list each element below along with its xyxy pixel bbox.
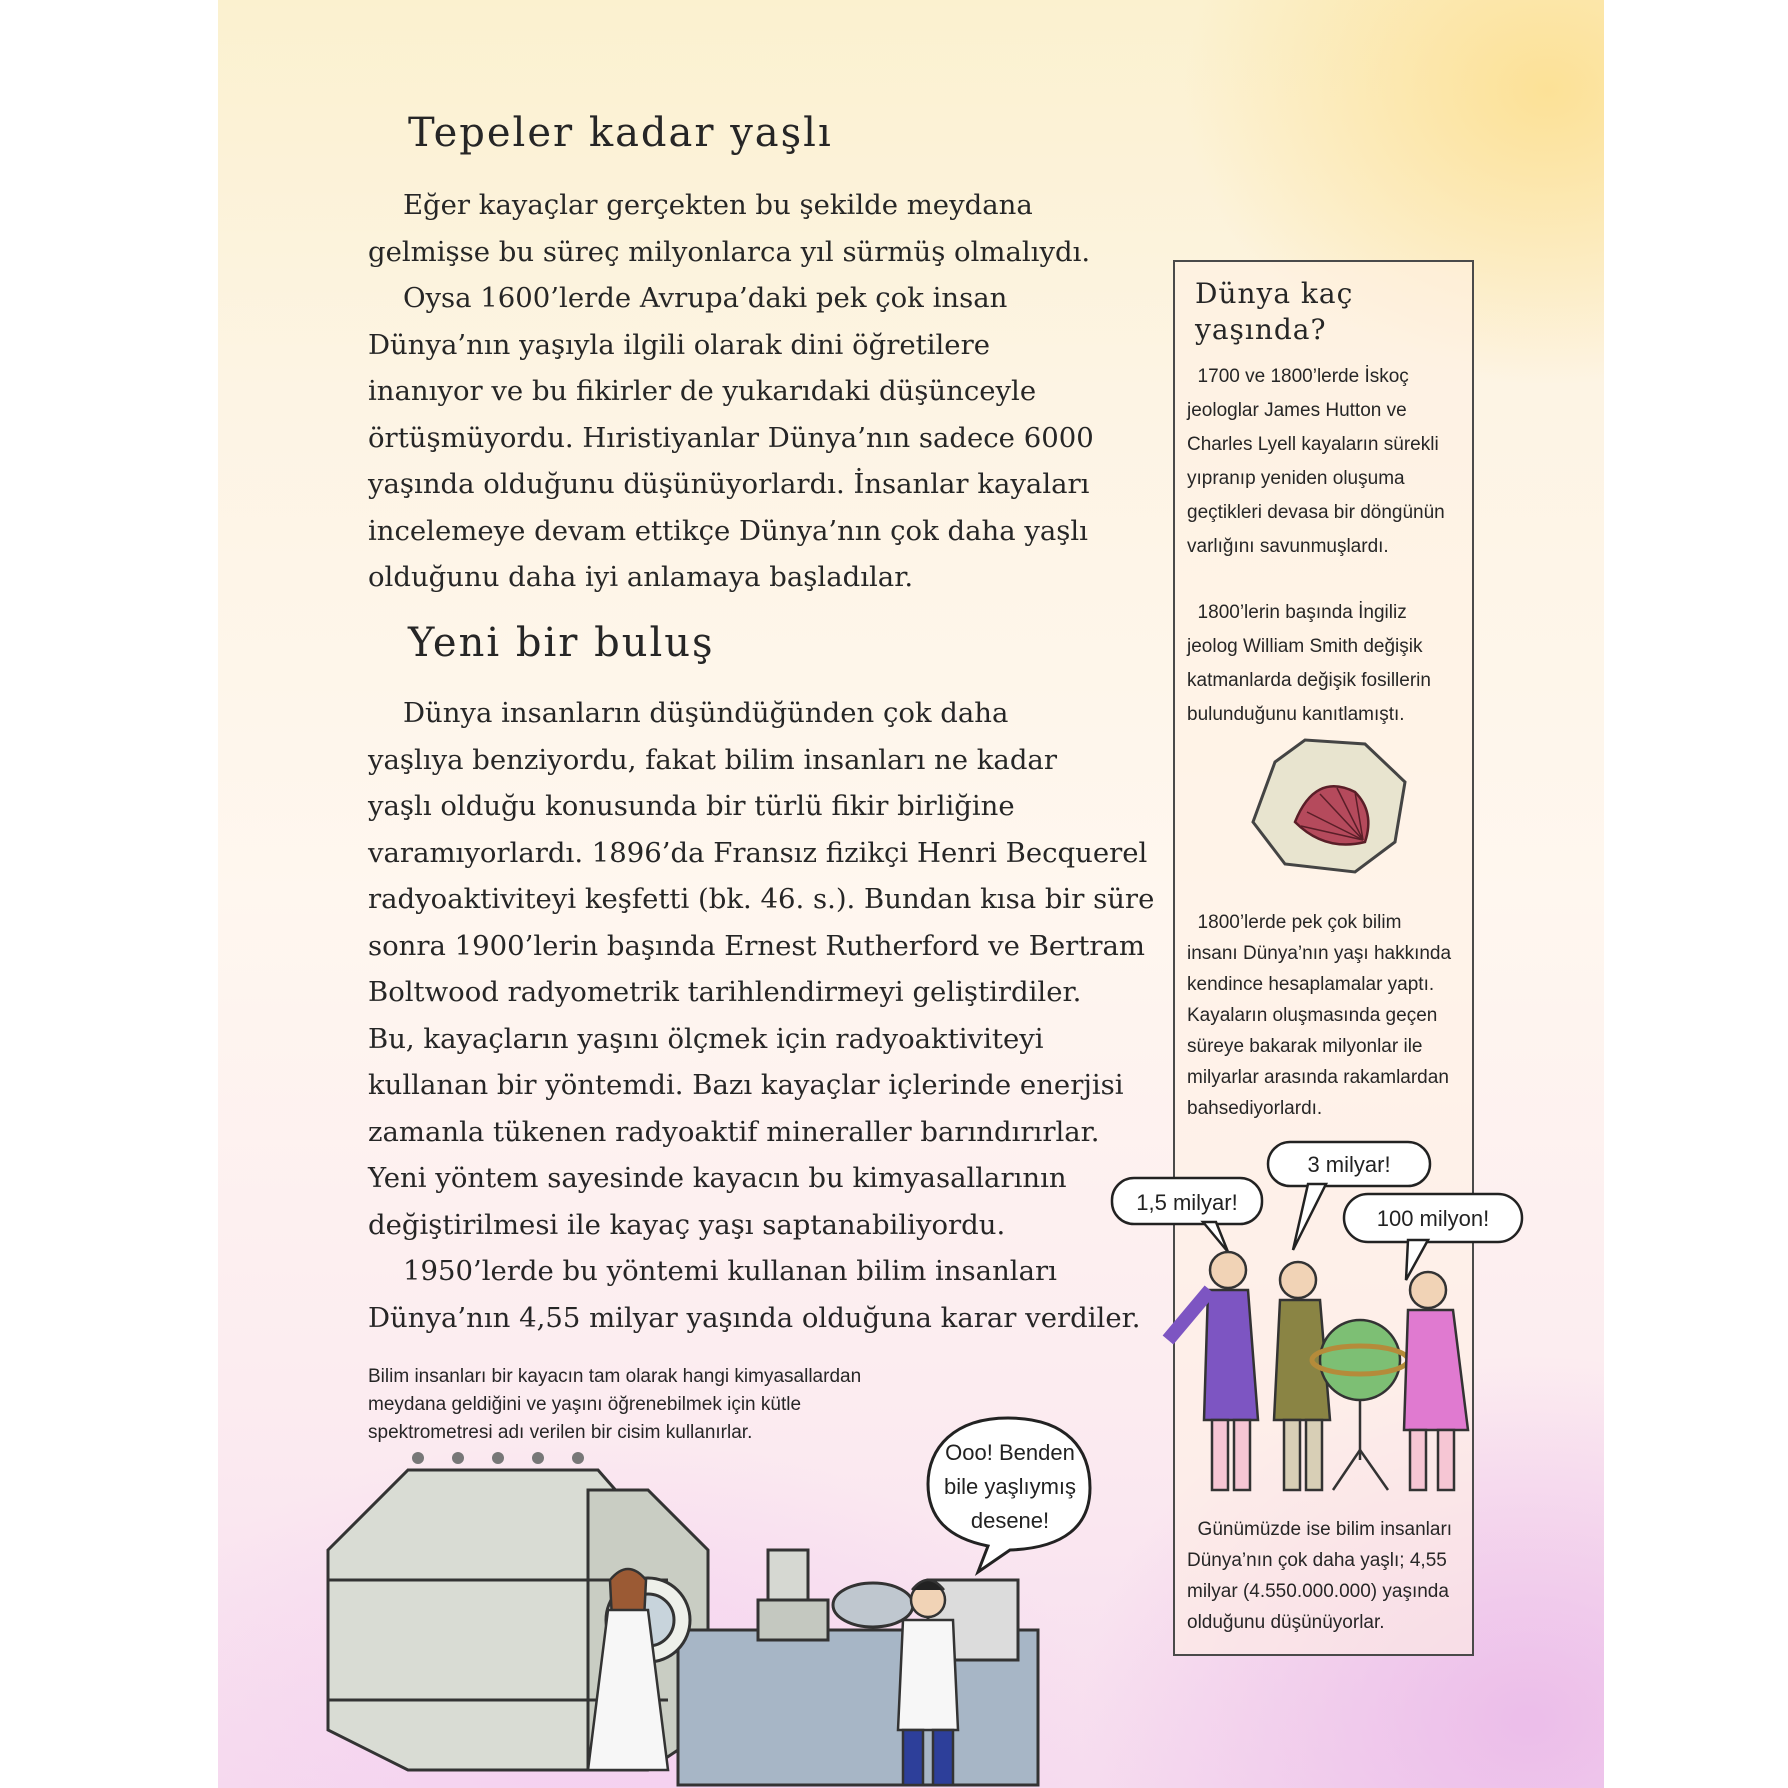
- text-line: Dünya’nın 4,55 milyar yaşında olduğuna karar verdiler.: [368, 1301, 1141, 1334]
- bubble-line: Ooo! Benden: [945, 1440, 1075, 1465]
- fossil-shell-illustration: [1245, 732, 1415, 882]
- text-line: zamanla tükenen radyoaktif mineraller barındırırlar.: [368, 1115, 1100, 1148]
- text-line: sonra 1900’lerin başında Ernest Rutherford ve Bertram: [368, 929, 1145, 962]
- text-line: radyoaktiviteyi keşfetti (bk. 46. s.). Bundan kısa bir süre: [368, 883, 1155, 915]
- scientist-purple-coat: [1168, 1252, 1258, 1490]
- scientist-pink-coat: [1404, 1272, 1468, 1490]
- sidebar-paragraph-1: [1187, 360, 1467, 564]
- scientist-brown-coat: [1274, 1262, 1330, 1490]
- text-line: örtüşmüyordu. Hıristiyanlar Dünya’nın sadece 6000: [368, 421, 1094, 454]
- text-line: varamıyorlardı. 1896’da Fransız fizikçi Henri Becquerel: [368, 836, 1148, 869]
- sidebar-line: kendince hesaplamalar yaptı.: [1187, 974, 1435, 995]
- sidebar-line: Kayaların oluşmasında geçen: [1187, 1005, 1438, 1026]
- sidebar-line: bulunduğunu kanıtlamıştı.: [1187, 704, 1405, 725]
- sidebar-line: jeolog William Smith değişik: [1187, 636, 1423, 657]
- bubble-text: 100 milyon!: [1376, 1206, 1490, 1231]
- text-line: Eğer kayaçlar gerçekten bu şekilde meydana: [368, 189, 1033, 221]
- text-line: Bu, kayaçların yaşını ölçmek için radyoaktiviteyi: [368, 1022, 1044, 1055]
- sidebar-line: olduğunu düşünüyorlar.: [1187, 1612, 1385, 1633]
- bolt-row: [412, 1452, 584, 1464]
- sidebar-title: [1195, 276, 1353, 348]
- sidebar-line: 1700 ve 1800’lerde İskoç: [1187, 366, 1409, 387]
- sidebar-line: 1800’lerde pek çok bilim: [1187, 912, 1402, 933]
- text-line: yaşında olduğunu düşünüyorlardı. İnsanlar kayaları: [368, 468, 1090, 500]
- sidebar-line: milyar (4.550.000.000) yaşında: [1187, 1581, 1449, 1602]
- sidebar-line: insanı Dünya’nın yaşı hakkında: [1187, 943, 1452, 964]
- text-line: kullanan bir yöntemdi. Bazı kayaçlar içlerinde enerjisi: [368, 1069, 1124, 1101]
- sidebar-line: geçtikleri devasa bir döngünün: [1187, 502, 1445, 523]
- sidebar-line: jeologlar James Hutton ve: [1187, 400, 1407, 421]
- bubble-line: desene!: [970, 1508, 1050, 1533]
- text-line: Oysa 1600’lerde Avrupa’daki pek çok insan: [368, 282, 1008, 314]
- sidebar-title-line: Dünya kaç: [1195, 277, 1354, 310]
- sidebar-line: Dünya’nın çok daha yaşlı; 4,55: [1187, 1550, 1447, 1571]
- sidebar-line: katmanlarda değişik fosillerin: [1187, 670, 1431, 691]
- sidebar-paragraph-4: [1187, 1514, 1467, 1638]
- heading-new-discovery: Yeni bir buluş: [408, 620, 715, 666]
- sidebar-line: milyarlar arasında rakamlardan: [1187, 1067, 1449, 1088]
- sidebar-paragraph-2: [1187, 596, 1467, 732]
- text-line: incelemeye devam ettikçe Dünya’nın çok daha yaşlı: [368, 514, 1088, 547]
- speech-bubble-100-million: [1344, 1194, 1522, 1280]
- text-line: Yeni yöntem sayesinde kayacın bu kimyasallarının: [368, 1162, 1067, 1194]
- bubble-line: bile yaşlıymış: [943, 1474, 1077, 1499]
- text-line: inanıyor ve bu fikirler de yukarıdaki düşünceyle: [368, 375, 1037, 407]
- text-line: değiştirilmesi ile kayaç yaşı saptanabiliyordu.: [368, 1208, 1006, 1241]
- text-line: gelmişse bu süreç milyonlarca yıl sürmüş olmalıydı.: [368, 235, 1091, 268]
- text-line: yaşlı olduğu konusunda bir türlü fikir birliğine: [368, 790, 1015, 822]
- sidebar-line: 1800’lerin başında İngiliz: [1187, 602, 1407, 623]
- scientists-debate-illustration: [1108, 1130, 1558, 1530]
- sidebar-line: bahsediyorlardı.: [1187, 1098, 1323, 1119]
- heading-old-as-hills: Tepeler kadar yaşlı: [408, 110, 833, 156]
- book-page: [218, 0, 1604, 1788]
- text-line: Dünya’nın yaşıyla ilgili olarak dini öğretilere: [368, 328, 990, 361]
- text-line: Boltwood radyometrik tarihlendirmeyi geliştirdiler.: [368, 976, 1082, 1008]
- scientist-speech-bubble: [918, 1410, 1098, 1580]
- text-line: yaşlıya benziyordu, fakat bilim insanları ne kadar: [368, 743, 1057, 776]
- sidebar-line: Charles Lyell kayaların sürekli: [1187, 434, 1439, 455]
- text-line: Dünya insanların düşündüğünden çok daha: [368, 697, 1009, 729]
- sidebar-line: yıpranıp yeniden oluşuma: [1187, 468, 1405, 489]
- sidebar-line: varlığını savunmuşlardı.: [1187, 536, 1389, 557]
- sidebar-paragraph-3: [1187, 907, 1467, 1124]
- sidebar-line: Günümüzde ise bilim insanları: [1187, 1519, 1453, 1540]
- caption-line: spektrometresi adı verilen bir cisim kullanırlar.: [368, 1422, 753, 1443]
- bubble-text: 1,5 milyar!: [1136, 1190, 1238, 1215]
- text-line: olduğunu daha iyi anlamaya başladılar.: [368, 561, 914, 593]
- sidebar-line: süreye bakarak milyonlar ile: [1187, 1036, 1423, 1057]
- sidebar-title-line: yaşında?: [1195, 313, 1327, 346]
- text-line: 1950’lerde bu yöntemi kullanan bilim insanları: [368, 1255, 1057, 1287]
- caption-line: Bilim insanları bir kayacın tam olarak hangi kimyasallardan: [368, 1366, 862, 1387]
- caption-line: meydana geldiğini ve yaşını öğrenebilmek için kütle: [368, 1394, 802, 1415]
- bubble-text: 3 milyar!: [1307, 1152, 1391, 1177]
- speech-bubble-1-5-billion: [1112, 1178, 1262, 1252]
